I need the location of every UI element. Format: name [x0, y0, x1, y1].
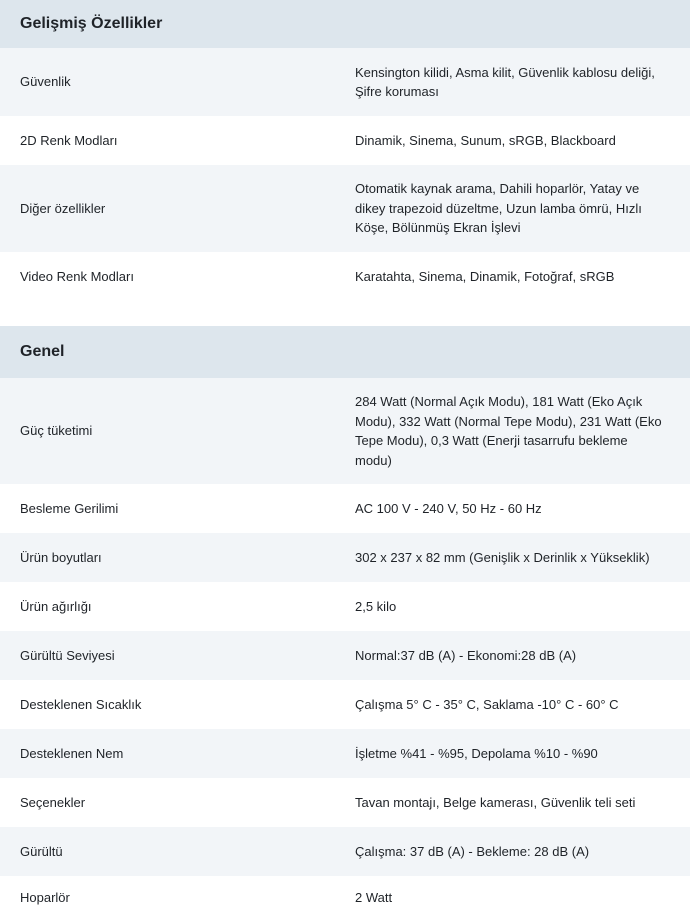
- section-general: [0, 326, 690, 919]
- section-advanced-features: [0, 0, 690, 301]
- spec-value: AC 100 V - 240 V, 50 Hz - 60 Hz: [355, 500, 542, 516]
- spec-label: Gürültü: [20, 843, 63, 859]
- spec-value: 2 Watt: [355, 889, 393, 905]
- spec-value: Çalışma: 37 dB (A) - Bekleme: 28 dB (A): [355, 843, 590, 859]
- section-title: Genel: [0, 326, 690, 378]
- spec-row: [0, 48, 690, 116]
- spec-label: Diğer özellikler: [20, 200, 106, 216]
- spec-row: [0, 778, 690, 827]
- spec-value: İşletme %41 - %95, Depolama %10 - %90: [355, 745, 598, 761]
- spec-row: [0, 680, 690, 729]
- spec-value: 302 x 237 x 82 mm (Genişlik x Derinlik x Yükseklik): [355, 549, 650, 565]
- spec-value: Karatahta, Sinema, Dinamik, Fotoğraf, sRGB: [355, 268, 615, 284]
- spec-row: [0, 631, 690, 680]
- spec-label: 2D Renk Modları: [20, 132, 118, 148]
- spec-value: Otomatik kaynak arama, Dahili hoparlör, Yatay ve dikey trapezoid düzeltme, Uzun lamba ömrü, Hızlı Köşe, Bölünmüş Ekran İşlevi: [355, 181, 642, 236]
- spec-label: Gürültü Seviyesi: [20, 647, 115, 663]
- spec-value: 284 Watt (Normal Açık Modu), 181 Watt (Eko Açık Modu), 332 Watt (Normal Tepe Modu), 231 Watt (Eko Tepe Modu), 0,3 Watt (Enerji tasarrufu bekleme modu): [355, 394, 662, 468]
- spec-row: [0, 165, 690, 252]
- spec-value: Kensington kilidi, Asma kilit, Güvenlik kablosu deliği, Şifre koruması: [355, 64, 655, 99]
- section-title: Gelişmiş Özellikler: [0, 0, 690, 48]
- spec-label: Güç tüketimi: [20, 423, 93, 439]
- spec-value: Tavan montajı, Belge kamerası, Güvenlik teli seti: [355, 794, 636, 810]
- spec-label: Hoparlör: [20, 889, 70, 905]
- spec-row: [0, 533, 690, 582]
- section-spacer: [0, 301, 692, 326]
- spec-label: Ürün ağırlığı: [20, 598, 92, 614]
- spec-label: Güvenlik: [20, 74, 71, 90]
- spec-label: Besleme Gerilimi: [20, 500, 119, 516]
- spec-value: Çalışma 5° C - 35° C, Saklama -10° C - 60° C: [355, 696, 619, 712]
- spec-row: [0, 582, 690, 631]
- spec-row: [0, 729, 690, 778]
- spec-label: Ürün boyutları: [20, 549, 102, 565]
- spec-value: 2,5 kilo: [355, 598, 397, 614]
- spec-label: Desteklenen Sıcaklık: [20, 696, 142, 712]
- spec-value: Normal:37 dB (A) - Ekonomi:28 dB (A): [355, 647, 577, 663]
- spec-row: [0, 252, 690, 301]
- spec-row: [0, 378, 690, 484]
- spec-row: [0, 116, 690, 165]
- spec-row: [0, 876, 690, 919]
- spec-value: Dinamik, Sinema, Sunum, sRGB, Blackboard: [355, 132, 616, 148]
- spec-label: Video Renk Modları: [20, 268, 134, 284]
- spec-row: [0, 827, 690, 876]
- spec-label: Seçenekler: [20, 794, 86, 810]
- spec-row: [0, 484, 690, 533]
- spec-label: Desteklenen Nem: [20, 745, 124, 761]
